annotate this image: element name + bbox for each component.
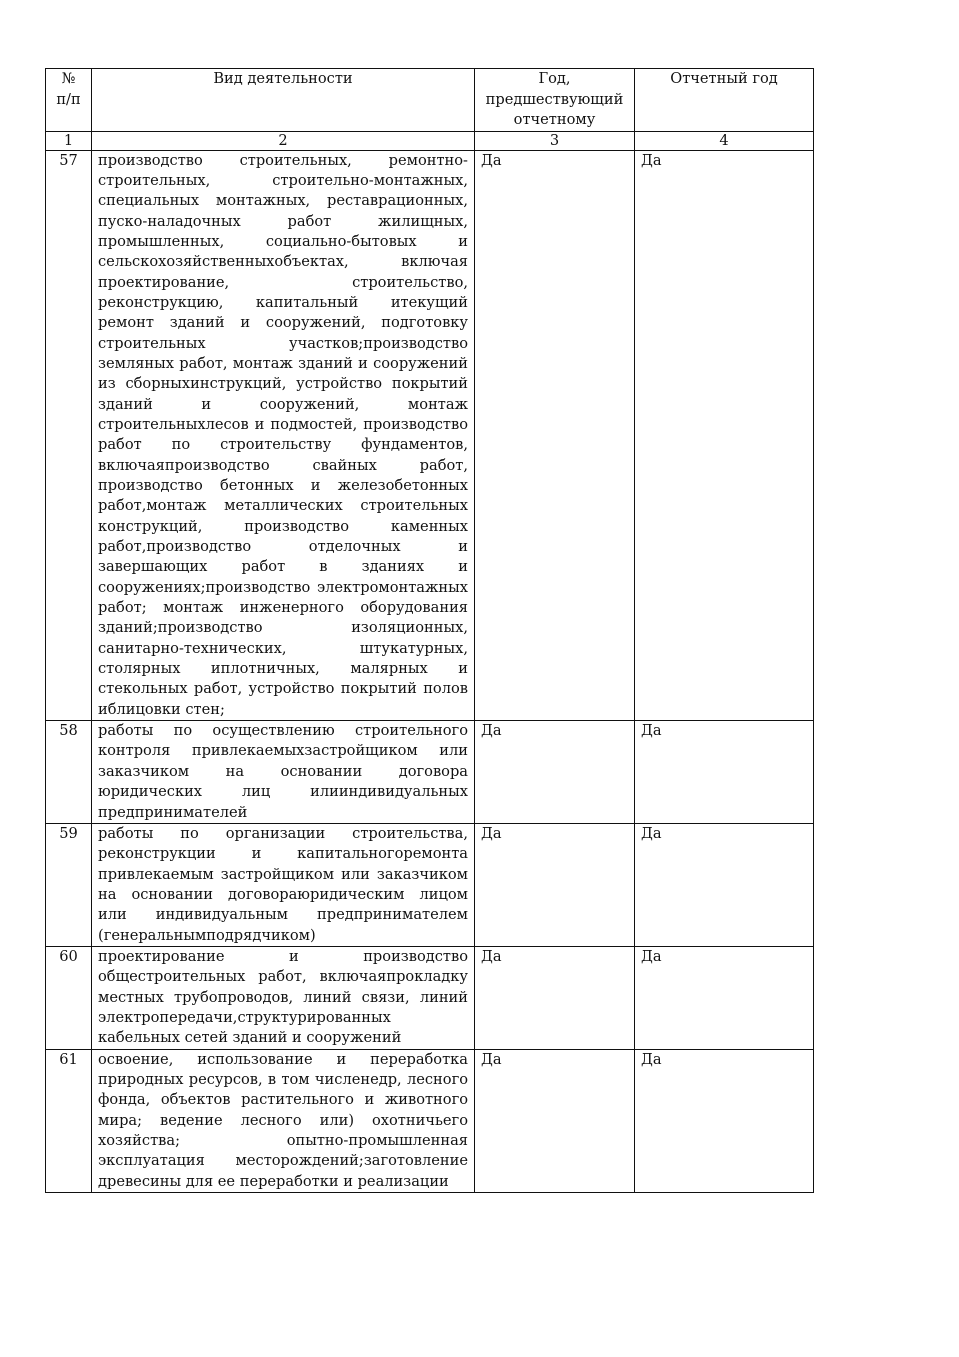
header-report-year: Отчетный год: [635, 69, 814, 132]
previous-year-value: Да: [475, 150, 635, 721]
column-number: 3: [475, 131, 635, 150]
previous-year-value: Да: [475, 721, 635, 824]
activity-table: [45, 68, 814, 1193]
row-number: 60: [46, 946, 92, 1049]
activity-description: освоение, использование и переработка природных ресурсов, в том численедр, лесного фонда, объектов растительного и животного мира; ведение лесного или) охотничьего хозяйства; опытно-промышленная эксплуатация месторождений;заготовление древесины для ее переработки и реализации: [92, 1049, 475, 1192]
activity-description: проектирование и производство общестроительных работ, включаяпрокладку местных трубопроводов, линий связи, линий электропередачи,структурированных кабельных сетей зданий и сооружений: [92, 946, 475, 1049]
previous-year-value: Да: [475, 946, 635, 1049]
report-year-value: Да: [635, 823, 814, 946]
report-year-value: Да: [635, 946, 814, 1049]
column-number: 2: [92, 131, 475, 150]
report-year-value: Да: [635, 150, 814, 721]
column-number: 1: [46, 131, 92, 150]
column-number: 4: [635, 131, 814, 150]
report-year-value: Да: [635, 721, 814, 824]
table-row: [46, 823, 814, 946]
column-number-row: [46, 131, 814, 150]
row-number: 61: [46, 1049, 92, 1192]
header-number: № п/п: [46, 69, 92, 132]
row-number: 57: [46, 150, 92, 721]
report-year-value: Да: [635, 1049, 814, 1192]
row-number: 58: [46, 721, 92, 824]
table-row: [46, 946, 814, 1049]
table-row: [46, 721, 814, 824]
header-activity: Вид деятельности: [92, 69, 475, 132]
activity-description: производство строительных, ремонтно-строительных, строительно-монтажных, специальных монтажных, реставрационных, пуско-наладочных работ жилищных, промышленных, социально-бытовых и сельскохозяйственныхобъектах, включая проектирование, строительство, реконструкцию, капитальный итекущий ремонт зданий и сооружений, подготовку строительных участков;производство земляных работ, монтаж зданий и сооружений из сборныхинструкций, устройство покрытий зданий и сооружений, монтаж строительныхлесов и подмостей, производство работ по строительству фундаментов, включаяпроизводство свайных работ, производство бетонных и железобетонных работ,монтаж металлических строительных конструкций, производство каменных работ,производство отделочных и завершающих работ в зданиях и сооружениях;производство электромонтажных работ; монтаж инженерного оборудования зданий;производство изоляционных, санитарно-технических, штукатурных, столярных иплотничных, малярных и стекольных работ, устройство покрытий полов иблицовки стен;: [92, 150, 475, 721]
activity-description: работы по осуществлению строительного контроля привлекаемыхзастройщиком или заказчиком на основании договора юридических лиц илииндивидуальных предпринимателей: [92, 721, 475, 824]
previous-year-value: Да: [475, 823, 635, 946]
header-previous-year: Год, предшествующий отчетному: [475, 69, 635, 132]
previous-year-value: Да: [475, 1049, 635, 1192]
row-number: 59: [46, 823, 92, 946]
table-row: [46, 150, 814, 721]
table-row: [46, 1049, 814, 1192]
activity-description: работы по организации строительства, реконструкции и капитальногоремонта привлекаемым застройщиком или заказчиком на основании договораюридическим лицом или индивидуальным предпринимателем (генеральнымподрядчиком): [92, 823, 475, 946]
header-row: [46, 69, 814, 132]
